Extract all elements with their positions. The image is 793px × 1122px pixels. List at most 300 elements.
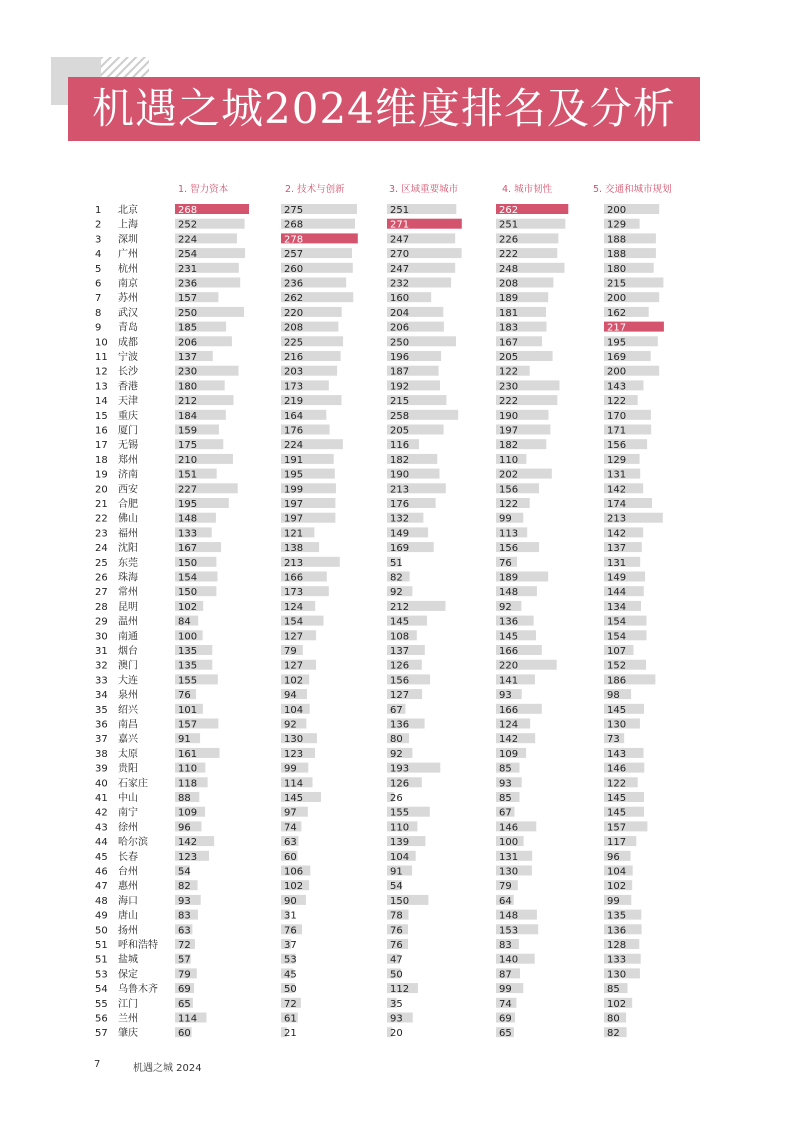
value-label-1: 148 (178, 513, 198, 525)
value-label-2: 166 (284, 572, 304, 584)
rank-label: 22 (95, 513, 108, 525)
value-label-4: 153 (499, 925, 519, 937)
value-label-5: 188 (607, 234, 627, 246)
value-label-3: 110 (390, 822, 410, 834)
value-label-3: 112 (390, 984, 410, 996)
value-label-1: 84 (178, 616, 191, 628)
value-label-3: 190 (390, 469, 410, 481)
city-label: 太原 (118, 748, 138, 760)
value-label-2: 225 (284, 337, 304, 349)
value-label-2: 121 (284, 528, 304, 540)
value-label-5: 107 (607, 646, 627, 657)
value-label-2: 138 (284, 543, 304, 555)
value-label-5: 200 (607, 205, 627, 216)
value-label-4: 140 (499, 954, 519, 966)
rank-label: 13 (95, 381, 108, 393)
value-label-3: 78 (390, 910, 403, 922)
value-label-4: 83 (499, 940, 512, 951)
city-label: 长沙 (118, 366, 138, 378)
rank-label: 1 (95, 205, 102, 216)
value-label-5: 145 (607, 704, 627, 716)
rank-label: 54 (95, 984, 108, 996)
rank-label: 45 (95, 851, 108, 863)
value-label-1: 161 (178, 748, 198, 760)
value-label-5: 102 (607, 881, 627, 893)
value-label-4: 67 (499, 807, 512, 819)
city-label: 温州 (118, 616, 138, 628)
value-label-5: 200 (607, 293, 627, 305)
value-label-5: 117 (607, 837, 627, 849)
value-label-3: 187 (390, 366, 410, 378)
rank-label: 21 (95, 499, 108, 510)
value-label-2: 45 (284, 969, 297, 981)
city-label: 大连 (118, 675, 138, 687)
value-label-5: 146 (607, 763, 627, 775)
value-label-1: 60 (178, 1028, 191, 1040)
value-label-3: 67 (390, 704, 403, 716)
value-label-5: 171 (607, 425, 627, 437)
value-label-1: 88 (178, 793, 191, 804)
value-label-5: 143 (607, 381, 627, 393)
value-label-2: 262 (284, 293, 304, 305)
value-label-3: 92 (390, 748, 403, 760)
column-header-1: 1. 智力资本 (178, 184, 229, 195)
city-label: 杭州 (118, 263, 138, 275)
value-label-4: 141 (499, 675, 519, 687)
value-label-5: 131 (607, 557, 627, 569)
value-label-4: 222 (499, 396, 519, 408)
value-label-5: 174 (607, 499, 627, 510)
value-label-3: 137 (390, 646, 410, 657)
rank-label: 39 (95, 763, 108, 775)
value-label-3: 205 (390, 425, 410, 437)
value-label-3: 54 (390, 881, 403, 893)
value-label-4: 85 (499, 763, 512, 775)
value-label-2: 99 (284, 763, 297, 775)
value-label-2: 257 (284, 249, 304, 261)
value-label-4: 167 (499, 337, 519, 349)
value-label-5: 144 (607, 587, 627, 599)
rank-label: 6 (95, 278, 102, 290)
city-label: 苏州 (118, 293, 138, 305)
value-label-5: 149 (607, 572, 627, 584)
value-label-3: 80 (390, 734, 403, 746)
value-label-2: 224 (284, 440, 304, 452)
rank-label: 24 (95, 543, 108, 555)
value-label-5: 128 (607, 940, 627, 951)
rank-label: 36 (95, 719, 108, 731)
value-label-4: 100 (499, 837, 519, 849)
value-label-3: 150 (390, 895, 410, 907)
column-header-2: 2. 技术与创新 (285, 184, 345, 195)
value-label-2: 197 (284, 513, 304, 525)
city-label: 哈尔滨 (118, 837, 148, 849)
value-label-1: 155 (178, 675, 198, 687)
value-label-4: 208 (499, 278, 519, 290)
rank-label: 35 (95, 704, 108, 716)
value-label-5: 131 (607, 469, 627, 481)
value-label-5: 213 (607, 513, 627, 525)
value-label-4: 220 (499, 660, 519, 672)
value-label-5: 186 (607, 675, 627, 687)
value-label-4: 64 (499, 895, 512, 907)
value-label-1: 212 (178, 396, 198, 408)
value-label-5: 180 (607, 263, 627, 275)
value-label-3: 251 (390, 205, 410, 216)
value-label-5: 122 (607, 396, 627, 408)
city-label: 中山 (118, 793, 138, 804)
value-label-4: 222 (499, 249, 519, 261)
value-label-2: 102 (284, 675, 304, 687)
value-label-2: 114 (284, 778, 304, 790)
rank-label: 5 (95, 263, 102, 275)
rank-label: 8 (95, 307, 102, 319)
value-label-2: 203 (284, 366, 304, 378)
value-label-5: 145 (607, 793, 627, 804)
rank-label: 7 (95, 293, 102, 305)
value-label-5: 122 (607, 778, 627, 790)
value-label-4: 156 (499, 484, 519, 496)
value-label-2: 173 (284, 381, 304, 393)
value-label-3: 169 (390, 543, 410, 555)
value-label-3: 82 (390, 572, 403, 584)
rank-label: 29 (95, 616, 108, 628)
value-label-1: 114 (178, 1013, 198, 1025)
value-label-1: 254 (178, 249, 198, 261)
value-label-2: 104 (284, 704, 304, 716)
value-label-4: 113 (499, 528, 519, 540)
rank-label: 20 (95, 484, 108, 496)
value-label-1: 184 (178, 410, 198, 422)
value-label-1: 252 (178, 219, 198, 231)
value-label-1: 110 (178, 763, 198, 775)
rank-label: 50 (95, 925, 108, 937)
value-label-1: 195 (178, 499, 198, 510)
value-label-2: 61 (284, 1013, 297, 1025)
value-label-2: 90 (284, 895, 297, 907)
city-label: 呼和浩特 (118, 940, 158, 951)
value-label-1: 72 (178, 940, 191, 951)
city-label: 西安 (118, 484, 138, 496)
footer-page-number: 7 (94, 1059, 101, 1070)
value-label-2: 195 (284, 469, 304, 481)
value-label-5: 156 (607, 440, 627, 452)
value-label-4: 182 (499, 440, 519, 452)
value-label-4: 99 (499, 984, 512, 996)
value-label-4: 92 (499, 601, 512, 613)
value-label-2: 216 (284, 352, 304, 363)
value-label-1: 83 (178, 910, 191, 922)
value-label-1: 150 (178, 587, 198, 599)
rank-label: 17 (95, 440, 108, 452)
value-label-2: 92 (284, 719, 297, 731)
city-label: 广州 (118, 249, 138, 261)
value-label-1: 185 (178, 322, 198, 334)
value-label-4: 142 (499, 734, 519, 746)
value-label-5: 142 (607, 528, 627, 540)
value-label-2: 79 (284, 646, 297, 657)
city-label: 绍兴 (118, 704, 138, 716)
value-label-4: 122 (499, 366, 519, 378)
value-label-5: 170 (607, 410, 627, 422)
column-header-4: 4. 城市韧性 (502, 184, 553, 195)
value-label-4: 230 (499, 381, 519, 393)
value-label-4: 124 (499, 719, 519, 731)
city-label: 南京 (118, 278, 138, 290)
value-label-3: 193 (390, 763, 410, 775)
value-label-2: 106 (284, 866, 304, 878)
value-label-3: 271 (390, 219, 410, 231)
city-label: 南昌 (118, 719, 138, 731)
city-label: 保定 (118, 969, 138, 981)
value-label-3: 156 (390, 675, 410, 687)
value-label-5: 215 (607, 278, 627, 290)
value-label-3: 270 (390, 249, 410, 261)
value-label-4: 93 (499, 778, 512, 790)
value-label-5: 102 (607, 998, 627, 1010)
value-label-3: 258 (390, 410, 410, 422)
value-label-3: 204 (390, 307, 410, 319)
value-label-1: 101 (178, 704, 198, 716)
value-label-4: 146 (499, 822, 519, 834)
value-label-1: 96 (178, 822, 191, 834)
city-label: 福州 (118, 528, 138, 540)
value-label-3: 212 (390, 601, 410, 613)
value-label-5: 157 (607, 822, 627, 834)
column-header-3: 3. 区域重要城市 (389, 184, 459, 195)
rank-label: 40 (95, 778, 108, 790)
value-label-3: 139 (390, 837, 410, 849)
value-label-4: 69 (499, 1013, 512, 1025)
city-label: 肇庆 (118, 1028, 138, 1040)
value-label-2: 37 (284, 940, 297, 951)
city-label: 石家庄 (118, 778, 148, 790)
rank-label: 51 (95, 954, 108, 966)
city-label: 惠州 (118, 881, 138, 893)
rank-label: 18 (95, 454, 108, 466)
value-label-3: 35 (390, 998, 403, 1010)
value-label-5: 99 (607, 895, 620, 907)
city-label: 厦门 (118, 425, 138, 437)
value-label-1: 109 (178, 807, 198, 819)
value-label-2: 74 (284, 822, 297, 834)
value-label-4: 226 (499, 234, 519, 246)
value-label-5: 129 (607, 454, 627, 466)
value-label-4: 65 (499, 1028, 512, 1040)
city-label: 合肥 (118, 499, 138, 510)
rank-label: 16 (95, 425, 108, 437)
rank-label: 55 (95, 998, 108, 1010)
value-label-2: 236 (284, 278, 304, 290)
city-label: 济南 (118, 469, 138, 481)
city-label: 青岛 (118, 322, 138, 334)
value-label-5: 145 (607, 807, 627, 819)
value-label-5: 134 (607, 601, 627, 613)
city-label: 盐城 (118, 954, 138, 966)
value-label-5: 188 (607, 249, 627, 261)
value-label-2: 145 (284, 793, 304, 804)
value-label-2: 127 (284, 631, 304, 643)
value-label-3: 51 (390, 557, 403, 569)
value-label-4: 87 (499, 969, 512, 981)
city-label: 台州 (118, 866, 138, 878)
value-label-2: 76 (284, 925, 297, 937)
value-label-4: 183 (499, 322, 519, 334)
city-label: 珠海 (118, 572, 138, 584)
value-label-3: 26 (390, 793, 403, 804)
value-label-1: 135 (178, 660, 198, 672)
value-label-1: 102 (178, 601, 198, 613)
city-label: 北京 (118, 205, 138, 216)
city-label: 成都 (118, 337, 138, 349)
value-label-4: 181 (499, 307, 519, 319)
value-label-5: 195 (607, 337, 627, 349)
value-label-2: 154 (284, 616, 304, 628)
value-label-2: 60 (284, 851, 297, 863)
value-label-2: 199 (284, 484, 304, 496)
value-label-4: 262 (499, 205, 519, 216)
city-label: 泉州 (118, 690, 138, 702)
city-label: 深圳 (118, 234, 138, 246)
value-label-5: 135 (607, 910, 627, 922)
value-label-2: 124 (284, 601, 304, 613)
value-label-5: 130 (607, 969, 627, 981)
rank-label: 30 (95, 631, 108, 643)
rank-label: 11 (95, 352, 108, 363)
value-label-1: 250 (178, 307, 198, 319)
rank-label: 57 (95, 1028, 108, 1040)
city-label: 佛山 (118, 513, 138, 525)
city-label: 扬州 (118, 925, 138, 937)
value-label-4: 166 (499, 646, 519, 657)
value-label-2: 213 (284, 557, 304, 569)
value-label-1: 57 (178, 954, 191, 966)
rank-label: 23 (95, 528, 108, 540)
value-label-4: 251 (499, 219, 519, 231)
rank-label: 37 (95, 734, 108, 746)
value-label-1: 151 (178, 469, 198, 481)
rank-label: 41 (95, 793, 108, 804)
value-label-5: 169 (607, 352, 627, 363)
value-label-5: 104 (607, 866, 627, 878)
value-label-2: 219 (284, 396, 304, 408)
value-label-3: 104 (390, 851, 410, 863)
value-label-5: 142 (607, 484, 627, 496)
value-label-5: 85 (607, 984, 620, 996)
rank-label: 48 (95, 895, 108, 907)
value-label-2: 275 (284, 205, 304, 216)
value-label-3: 126 (390, 778, 410, 790)
value-label-3: 127 (390, 690, 410, 702)
city-label: 常州 (118, 587, 138, 599)
value-label-2: 173 (284, 587, 304, 599)
value-label-4: 148 (499, 587, 519, 599)
value-label-4: 76 (499, 557, 512, 569)
value-label-3: 20 (390, 1028, 403, 1040)
rank-label: 14 (95, 396, 108, 408)
value-label-1: 154 (178, 572, 198, 584)
value-label-5: 136 (607, 925, 627, 937)
city-label: 烟台 (118, 646, 138, 657)
rank-label: 2 (95, 219, 102, 231)
city-label: 贵阳 (118, 763, 138, 775)
city-label: 郑州 (118, 454, 138, 466)
value-label-2: 268 (284, 219, 304, 231)
value-label-4: 189 (499, 572, 519, 584)
value-label-3: 247 (390, 234, 410, 246)
value-label-1: 123 (178, 851, 198, 863)
city-label: 海口 (118, 895, 138, 907)
value-label-5: 80 (607, 1013, 620, 1025)
value-label-2: 63 (284, 837, 297, 849)
rank-label: 15 (95, 410, 108, 422)
rank-label: 19 (95, 469, 108, 481)
value-label-1: 65 (178, 998, 191, 1010)
value-label-2: 72 (284, 998, 297, 1010)
value-label-3: 126 (390, 660, 410, 672)
value-label-3: 155 (390, 807, 410, 819)
value-label-3: 145 (390, 616, 410, 628)
rank-label: 49 (95, 910, 108, 922)
rank-label: 38 (95, 748, 108, 760)
value-label-1: 206 (178, 337, 198, 349)
footer-text: 机遇之城 2024 (133, 1063, 202, 1074)
value-label-1: 135 (178, 646, 198, 657)
value-label-1: 82 (178, 881, 191, 893)
value-label-1: 91 (178, 734, 191, 746)
rank-label: 53 (95, 969, 108, 981)
value-label-4: 79 (499, 881, 512, 893)
value-label-2: 102 (284, 881, 304, 893)
value-label-4: 145 (499, 631, 519, 643)
value-label-5: 137 (607, 543, 627, 555)
value-label-4: 248 (499, 263, 519, 275)
value-label-3: 206 (390, 322, 410, 334)
city-label: 上海 (118, 219, 138, 231)
value-label-3: 182 (390, 454, 410, 466)
value-label-4: 131 (499, 851, 519, 863)
value-label-4: 74 (499, 998, 512, 1010)
city-label: 江门 (118, 998, 138, 1010)
value-label-5: 96 (607, 851, 620, 863)
value-label-1: 137 (178, 352, 198, 363)
rank-label: 12 (95, 366, 108, 378)
value-label-1: 159 (178, 425, 198, 437)
value-label-1: 231 (178, 263, 198, 275)
value-label-2: 191 (284, 454, 304, 466)
value-label-5: 152 (607, 660, 627, 672)
value-label-1: 100 (178, 631, 198, 643)
value-label-4: 197 (499, 425, 519, 437)
city-label: 天津 (118, 396, 138, 408)
value-label-1: 236 (178, 278, 198, 290)
value-label-2: 278 (284, 234, 304, 246)
value-label-4: 190 (499, 410, 519, 422)
value-label-4: 99 (499, 513, 512, 525)
value-label-4: 166 (499, 704, 519, 716)
city-label: 徐州 (118, 822, 138, 834)
value-label-3: 108 (390, 631, 410, 643)
value-label-4: 202 (499, 469, 519, 481)
value-label-5: 143 (607, 748, 627, 760)
value-label-2: 220 (284, 307, 304, 319)
value-label-1: 76 (178, 690, 191, 702)
value-label-3: 92 (390, 587, 403, 599)
rank-label: 10 (95, 337, 108, 349)
value-label-1: 224 (178, 234, 198, 246)
city-label: 嘉兴 (118, 734, 138, 746)
value-label-2: 94 (284, 690, 297, 702)
